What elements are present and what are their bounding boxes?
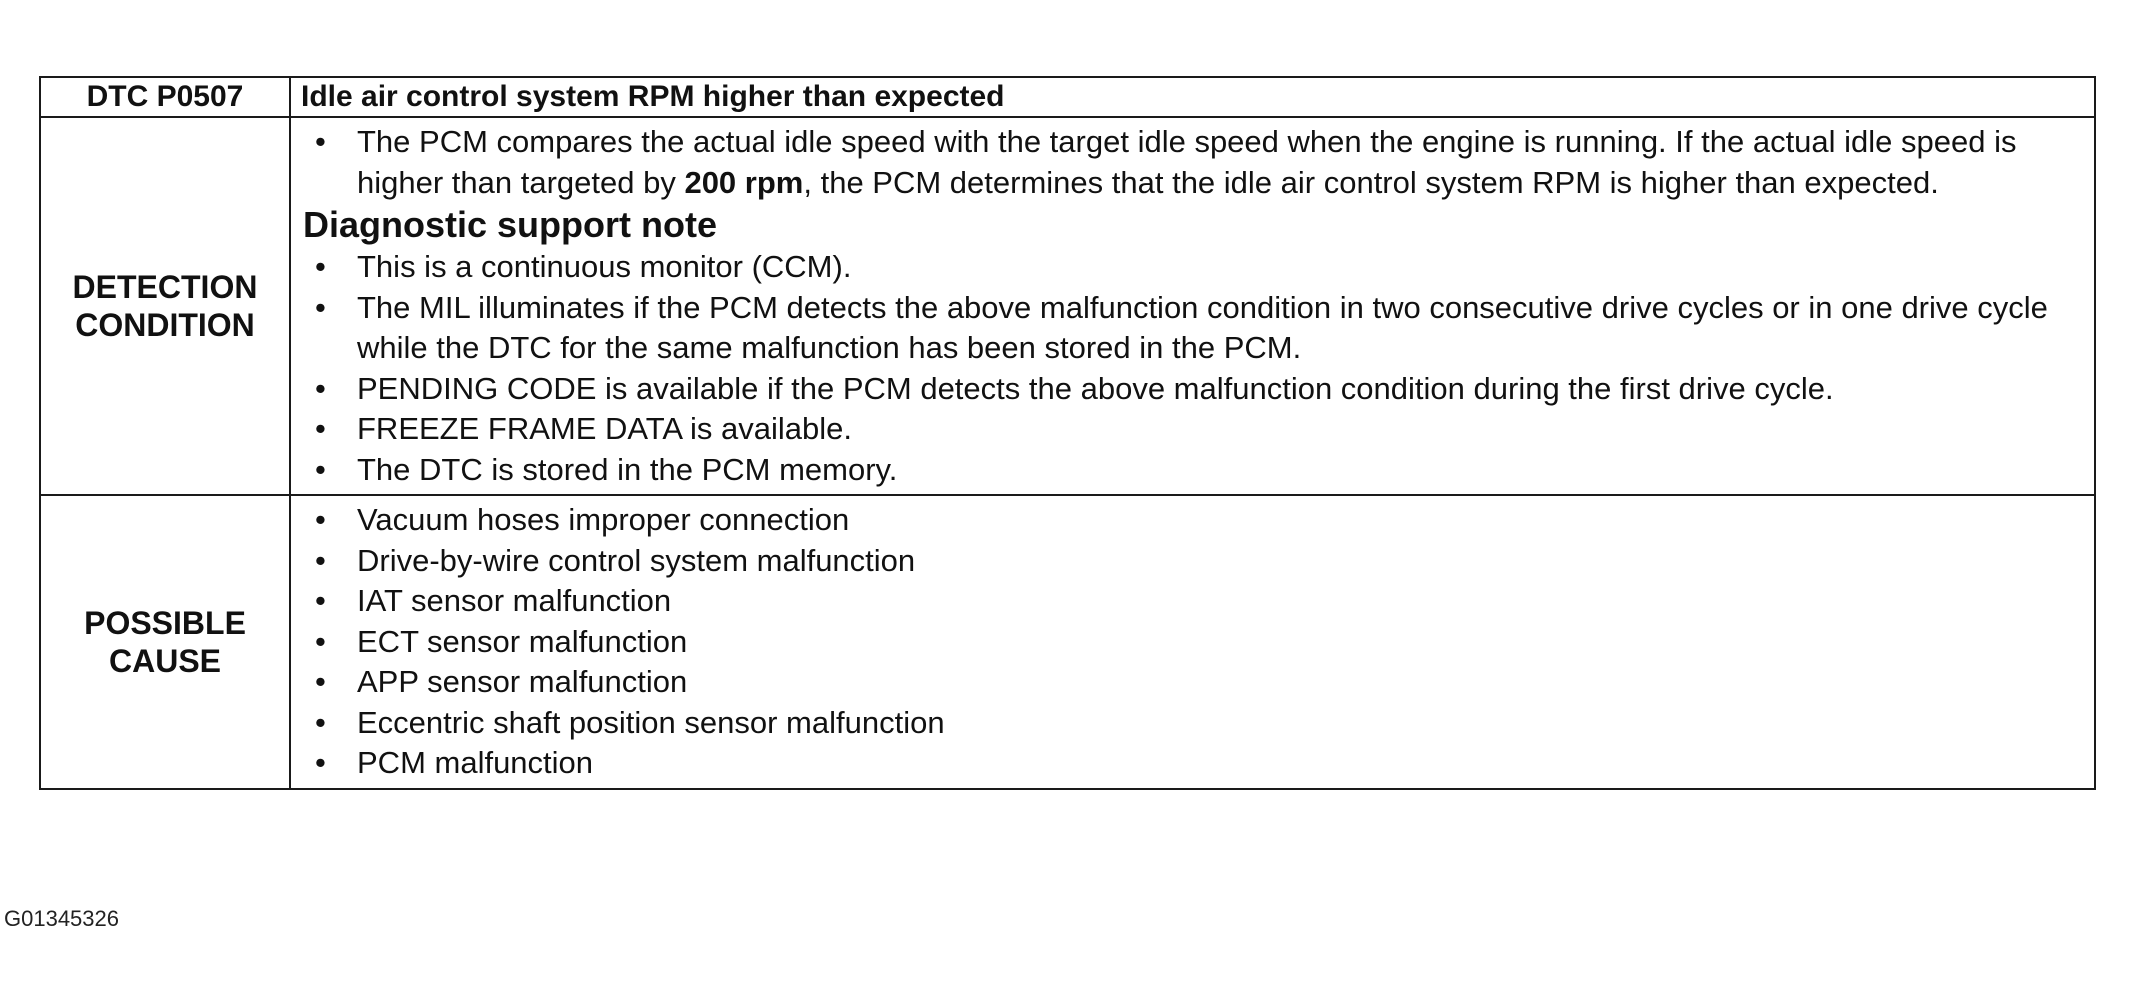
possible-cause-label [40,495,290,789]
intro-text-before: The PCM compares the actual idle speed with the target idle speed when the engine is running. If the actual idle speed is higher than targeted by [357,124,2017,200]
list-item: • The MIL illuminates if the PCM detects the above malfunction condition in two consecutive drive cycles or in one drive cycle while the DTC for the same malfunction has been stored in the PCM. [301,288,2082,369]
possible-cause-content [290,495,2095,789]
list-item: • IAT sensor malfunction [301,581,2082,622]
figure-id: G01345326 [4,906,119,931]
diagnostic-support-heading: Diagnostic support note [303,204,717,245]
list-item: • Drive-by-wire control system malfunction [301,541,2082,582]
possible-cause-list [301,500,2082,784]
list-item [301,122,2082,203]
detection-label-line2: CONDITION [75,307,255,343]
diagnostic-notes-list [301,247,2082,490]
possible-cause-row [40,495,2095,789]
list-item: • PENDING CODE is available if the PCM detects the above malfunction condition during the first drive cycle. [301,369,2082,410]
list-item: • PCM malfunction [301,743,2082,784]
detection-intro-list [301,122,2082,203]
cause-label-line2: CAUSE [108,642,221,679]
detection-label-line1: DETECTION [72,269,258,305]
list-item: • The DTC is stored in the PCM memory. [301,450,2082,491]
detection-condition-content [290,117,2095,495]
dtc-title: Idle air control system RPM higher than expected [290,77,2095,117]
dtc-code: DTC P0507 [40,77,290,117]
list-item: • ECT sensor malfunction [301,622,2082,663]
cause-label-line1: POSSIBLE [84,604,246,641]
detection-condition-label [40,117,290,495]
intro-text-after: , the PCM determines that the idle air control system RPM is higher than expected. [803,164,1939,200]
detection-condition-row [40,117,2095,495]
header-row [40,77,2095,117]
dtc-table [39,76,2096,790]
list-item: • Eccentric shaft position sensor malfunction [301,703,2082,744]
rpm-threshold: 200 rpm [684,164,804,200]
list-item: • APP sensor malfunction [301,662,2082,703]
list-item: • Vacuum hoses improper connection [301,500,2082,541]
list-item: • FREEZE FRAME DATA is available. [301,409,2082,450]
list-item: • This is a continuous monitor (CCM). [301,247,2082,288]
